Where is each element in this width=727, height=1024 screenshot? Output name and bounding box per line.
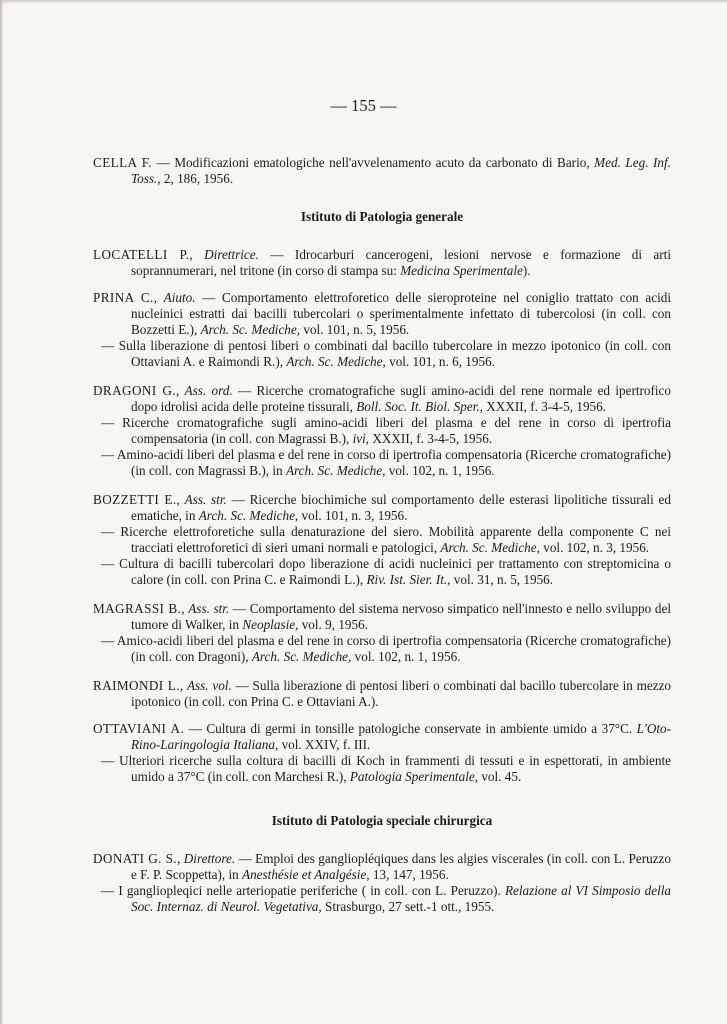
journal-name: Med. Leg. Inf. Toss. [131,155,671,186]
entry-text: — Emploi des gangliopléqiques dans les algies viscerales (in coll. con L. Peruzzo e F. P. Scoppetta), in [131,851,671,882]
entry-bozzetti: BOZZETTI E., Ass. str. — Ricerche biochimiche sul comportamento delle esterasi lipolitiche tissurali ed ematiche, in Arch. Sc. Mediche, vol. 101, n. 3, 1956. [93,492,672,523]
entry-tail: vol. 101, n. 3, 1956. [298,508,408,523]
journal-name: Anesthésie et Analgésie, [242,867,370,882]
author-name: DRAGONI G. [93,383,176,398]
entry-text: — Ricerche cromatografiche sugli amino-acidi del rene normale ed ipertrofico dopo idrolisi acida delle proteine tissurali, [131,383,672,414]
journal-name: Arch. Sc. Mediche, [198,508,299,523]
entry-ottaviani [93,721,671,753]
journal-name: Arch. Sc. Mediche, [200,322,301,337]
entry-text: — Cultura di bacilli tubercolari dopo liberazione di acidi nucleinici per trattamento con streptomicina o calore (in coll. con Prina C. e Raimondi L.), [101,556,671,587]
journal-name: Patologia Sperimentale, [349,769,479,784]
journal-name: Neoplasie, [242,617,299,632]
entry-donati-sub1 [93,883,671,915]
journal-name: ivi, [352,431,370,446]
author-role: Ass. vol. [186,678,232,693]
page-number: — 155 — [330,96,397,115]
entry-donati: DONATI G. S., Direttore. — Emploi des gangliopléqiques dans les algies viscerales (in coll. con L. Peruzzo e F. P. Scoppetta), in Anesthésie et Analgésie, 13, 147, 1956. [93,851,671,882]
entry-magrassi: MAGRASSI B., Ass. str. — Comportamento del sistema nervoso simpatico nell'innesto e nello sviluppo del tumore di Walker, in Neoplasie, vol. 9, 1956. [93,601,671,632]
entry-tail: , 2, 186, 1956. [157,171,234,186]
entry-text: — I gangliopleqici nelle arteriopatie periferiche ( in coll. con L. Peruzzo). [101,883,505,898]
entry-tail: vol. 102, n. 1, 1956. [351,649,461,664]
entry-tail: vol. 31, n. 5, 1956. [450,572,554,587]
entry-tail: XXXII, f. 3-4-5, 1956. [369,431,493,446]
author-role: Direttrice. [204,247,259,262]
entry-text: — Sulla liberazione di pentosi liberi o combinati dal bacillo tubercolare in mezzo ipotonico (in coll. con Ottaviani A. e Raimondi R.), [101,338,671,369]
entry-prina-sub1 [93,338,671,370]
journal-name: Arch. Sc. Mediche, [440,540,540,555]
entry-text: — Sulla liberazione di pentosi liberi o combinati dal bacillo tubercolare in mezzo ipotonico (in coll. con Prina C. e Ottaviani A.). [131,678,672,709]
entry-text: — Amino-acidi liberi del plasma e del rene in corso di ipertrofia compensatoria (Ricerche cromatografiche) (in coll. con Magrassi B.), in [101,447,671,478]
author-name: CELLA F. [93,155,153,170]
entry-raimondi: RAIMONDI L., Ass. vol. — Sulla liberazione di pentosi liberi o combinati dal bacillo tubercolare in mezzo ipotonico (in coll. con Prina C. e Ottaviani A.). [93,678,672,709]
entry-locatelli: LOCATELLI P., Direttrice. — Idrocarburi cancerogeni, lesioni nervose e formazione di arti soprannumerari, nel tritone (in corso di stampa su: Medicina Sperimentale). [93,247,671,278]
section-heading-patologia-speciale-chirurgica: Istituto di Patologia speciale chirurgica [271,813,493,828]
author-name: OTTAVIANI A. [93,721,185,736]
author-role: Aiuto. [163,290,196,305]
author-name: MAGRASSI B. [93,601,182,616]
page-content [93,155,671,915]
author-role: Direttore. [183,851,236,866]
entry-tail: vol. 101, n. 6, 1956. [385,354,495,369]
entry-bozzetti-sub1 [93,524,671,556]
author-name: BOZZETTI E. [93,492,177,507]
entry-bozzetti-sub2 [93,556,671,588]
entry-text: — Idrocarburi cancerogeni, lesioni nervose e formazione di arti soprannumerari, nel tritone (in corso di stampa su: [131,247,671,278]
entry-magrassi-sub1 [93,633,671,665]
entry-tail: Strasburgo, 27 sett.-1 ott., 1955. [321,899,495,914]
entry-tail: vol. 9, 1956. [298,617,368,632]
entry-dragoni-sub2 [93,447,671,479]
entry-text: — Cultura di germi in tonsille patologiche conservate in ambiente umido a 37°C. [184,721,637,736]
entry-tail: vol. 101, n. 5, 1956. [300,322,410,337]
entry-tail: vol. 45. [478,769,522,784]
author-name: LOCATELLI P. [93,247,190,262]
entry-tail: 13, 147, 1956. [369,867,449,882]
author-role: Ass. str. [188,601,230,616]
author-name: RAIMONDI L. [93,678,180,693]
journal-name: Arch. Sc. Mediche, [286,354,386,369]
journal-name: L'Oto-Rino-Laringologia Italiana, [131,721,671,752]
entry-tail: XXXII, f. 3-4-5, 1956. [482,399,607,414]
entry-text: — Ulteriori ricerche sulla coltura di bacilli di Koch in frammenti di tessuti e in espettorati, in ambiente umido a 37°C (in coll. con Marchesi R.), [101,753,671,784]
journal-name: Relazione al VI Simposio della Soc. Internaz. di Neurol. Vegetativa, [131,883,671,914]
entry-text: — Ricerche cromatografiche sugli amino-acidi liberi del plasma e del rene in corso di ipertrofia compensatoria (in coll. con Magrassi B.), [101,415,671,446]
journal-name: Riv. Ist. Sier. It., [366,572,451,587]
entry-prina: PRINA C., Aiuto. — Comportamento elettroforetico delle sieroproteine nel coniglio trattato con acidi nucleinici estratti dai bacilli tubercolari o sperimentalmente infettato di tubercolosi (in coll. con Bozzetti E.), Arch. Sc. Mediche, vol. 101, n. 5, 1956. [93,290,671,337]
entry-text: — Comportamento elettroforetico delle sieroproteine nel coniglio trattato con acidi nucleinici estratti dai bacilli tubercolari o sperimentalmente infettato di tubercolosi (in coll. con Bozzetti E.), [131,290,671,337]
entry-tail: vol. 102, n. 1, 1956. [385,463,495,478]
journal-name: Arch. Sc. Mediche, [285,463,386,478]
journal-name: Boll. Soc. It. Biol. Sper., [356,399,483,414]
author-name: PRINA C. [93,290,154,305]
entry-text: — Modificazioni ematologiche nell'avvelenamento acuto da carbonato di Bario, [152,155,595,170]
entry-text: — Amico-acidi liberi del plasma e del rene in corso di ipertrofia compensatoria (Ricerche cromatografiche) (in coll. con Dragoni), [101,633,671,664]
author-role: Ass. ord. [184,383,233,398]
entry-dragoni: DRAGONI G., Ass. ord. — Ricerche cromatografiche sugli amino-acidi del rene normale ed ipertrofico dopo idrolisi acida delle proteine tissurali, Boll. Soc. It. Biol. Sper., XXXII, f. 3-4-5, 1956. [93,383,672,414]
journal-name: Medicina Sperimentale [400,263,523,278]
entry-tail: vol. XXIV, f. III. [278,737,371,752]
entry-text: — Ricerche elettroforetiche sulla denaturazione del siero. Mobilità apparente della componente C nei tracciati elettroforetici di sieri umani normali e patologici, [101,524,671,555]
entry-tail: ). [522,263,531,278]
author-name: DONATI G. S. [93,851,178,866]
section-heading-patologia-generale: Istituto di Patologia generale [300,209,464,224]
entry-dragoni-sub1 [93,415,671,447]
entry-ottaviani-sub1 [93,753,671,785]
journal-name: Arch. Sc. Mediche, [251,649,352,664]
entry-text: — Comportamento del sistema nervoso simpatico nell'innesto e nello sviluppo del tumore di Walker, in [131,601,671,632]
scan-top-edge [0,0,727,4]
entry-text: — Ricerche biochimiche sul comportamento delle esterasi lipolitiche tissurali ed ematiche, in [131,492,672,523]
entry-tail: vol. 102, n. 3, 1956. [539,540,650,555]
scan-left-edge [0,0,4,1024]
entry-cella [93,155,671,187]
author-role: Ass. str. [184,492,227,507]
